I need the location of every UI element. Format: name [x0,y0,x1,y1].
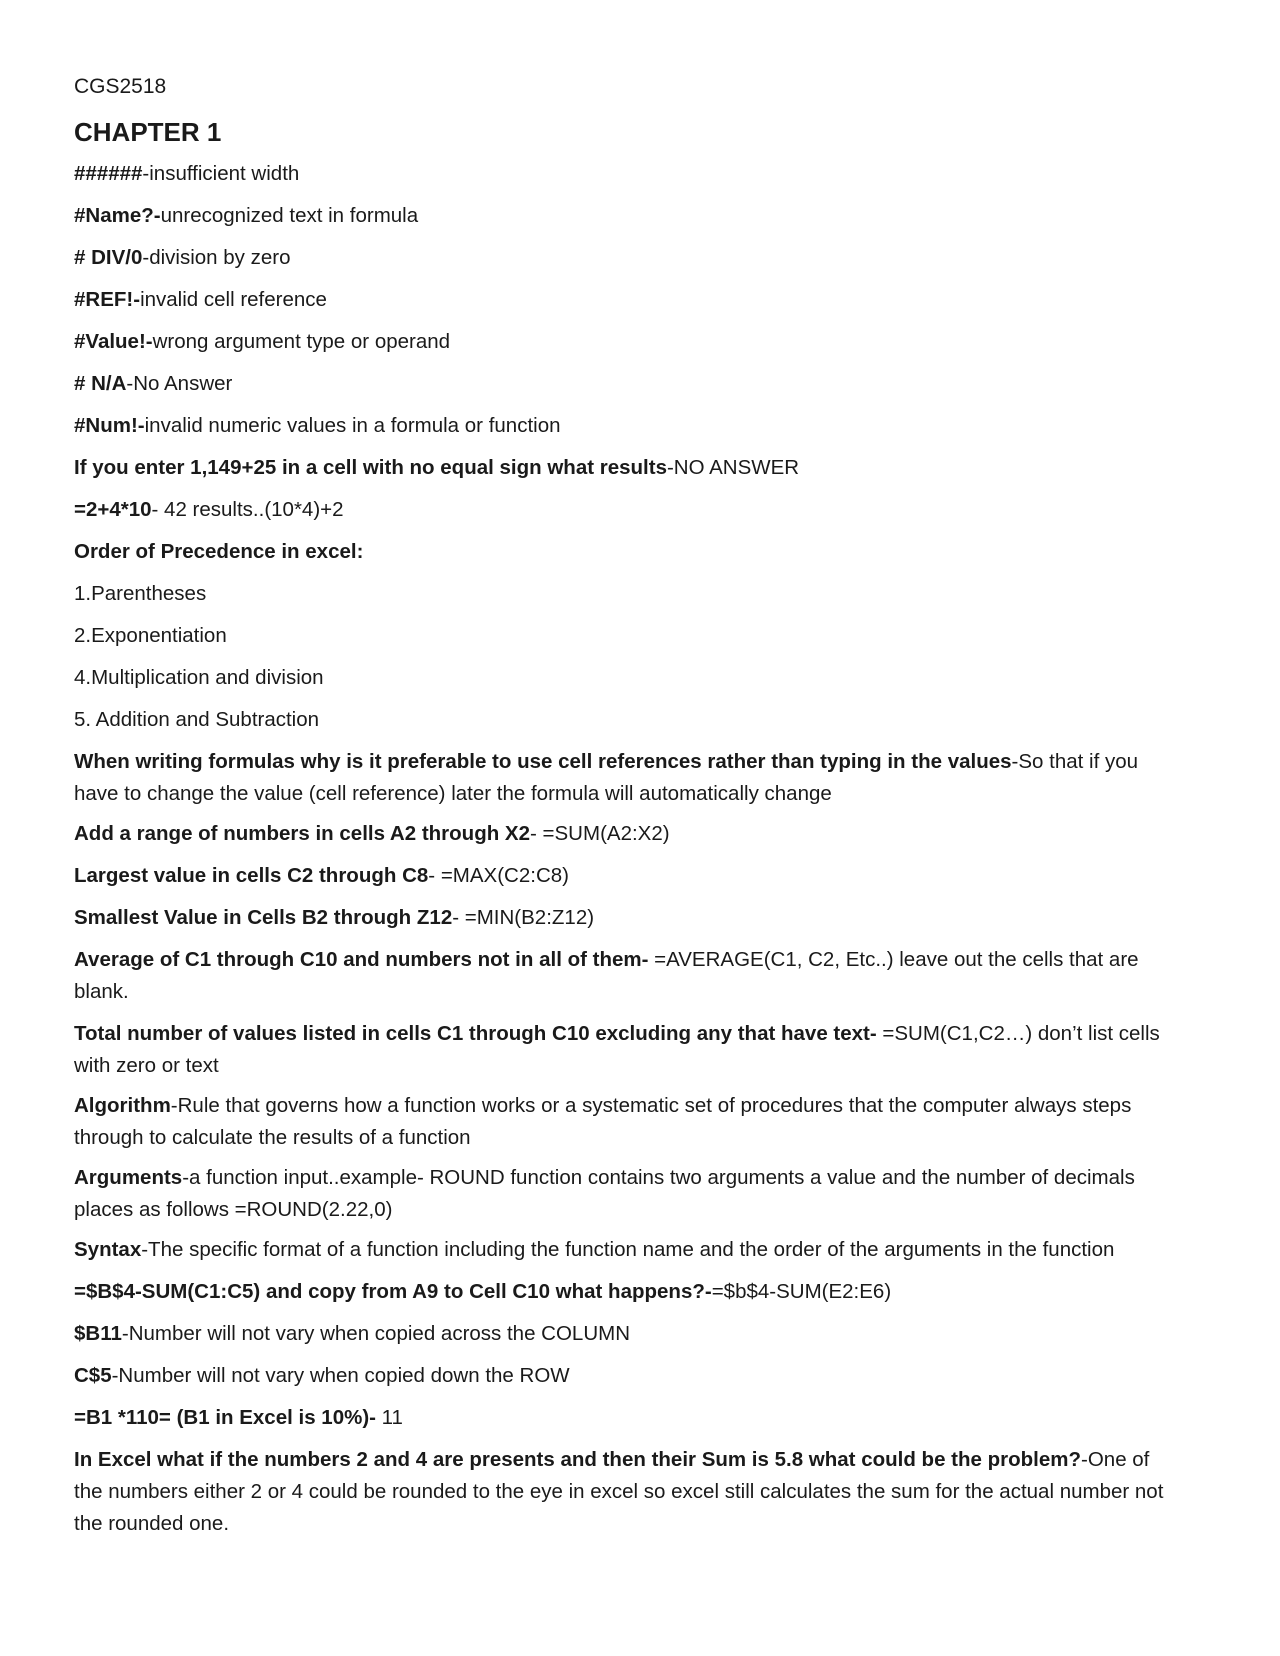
note-term: ###### [74,162,143,185]
note-line [74,326,1170,358]
list-item [74,704,1170,736]
note-term: C$5 [74,1364,112,1387]
note-term: =2+4*10 [74,498,152,521]
note-term: When writing formulas why is it preferable to use cell references rather than typing in the values [74,750,1012,773]
note-term: # N/A [74,372,127,395]
note-text: =AVERAGE(C1, C2, Etc..) leave out the cells that are blank. [74,948,1139,1003]
note-text: -division by zero [142,246,291,269]
note-text: -insufficient width [142,162,300,185]
note-text: 2.Exponentiation [74,624,227,647]
note-term: Smallest Value in Cells B2 through Z12 [74,906,453,929]
note-term: Order of Precedence in excel: [74,540,364,563]
note-text: 4.Multiplication and division [74,666,324,689]
note-text: 5. Addition and Subtraction [74,708,320,731]
note-text: -The specific format of a function including the function name and the order of the arguments in the function [141,1238,1115,1261]
note-text: 1.Parentheses [74,582,207,605]
list-item [74,620,1170,652]
note-line [74,1360,1170,1392]
note-line [74,200,1170,232]
note-term: If you enter 1,149+25 in a cell with no equal sign what results [74,456,667,479]
note-text: invalid cell reference [140,288,327,311]
note-line [74,158,1170,190]
note-text: -NO ANSWER [666,456,800,479]
note-text: =$b$4-SUM(E2:E6) [711,1280,892,1303]
note-line [74,1018,1170,1082]
note-line [74,944,1170,1008]
note-line [74,818,1170,850]
note-line [74,1276,1170,1308]
note-term: #REF!- [74,288,141,311]
note-line [74,284,1170,316]
note-term: Largest value in cells C2 through C8 [74,864,429,887]
note-text: -Number will not vary when copied across the COLUMN [121,1322,631,1345]
note-line [74,242,1170,274]
note-line [74,746,1170,810]
note-line [74,1402,1170,1434]
note-line [74,1318,1170,1350]
list-item [74,578,1170,610]
note-line [74,902,1170,934]
note-line [74,494,1170,526]
note-line [74,452,1170,484]
note-term: In Excel what if the numbers 2 and 4 are presents and then their Sum is 5.8 what could be the problem? [74,1448,1082,1471]
note-text: unrecognized text in formula [160,204,419,227]
note-line [74,1090,1170,1154]
list-item [74,662,1170,694]
note-line [74,1444,1170,1540]
section-heading [74,536,1170,568]
note-text: -Rule that governs how a function works or a systematic set of procedures that the computer always steps through to calculate the results of a function [74,1094,1132,1149]
note-term: #Value!- [74,330,153,353]
note-line [74,410,1170,442]
note-text: -No Answer [126,372,233,395]
note-text: =SUM(C1,C2…) don’t list cells with zero or text [74,1022,1160,1077]
note-term: Arguments [74,1166,183,1189]
note-text: 11 [375,1406,403,1429]
note-text: wrong argument type or operand [152,330,451,353]
note-text: -So that if you have to change the value (cell reference) later the formula will automatically change [74,750,1139,805]
note-term: Algorithm [74,1094,171,1117]
note-term: #Num!- [74,414,145,437]
note-text: - 42 results..(10*4)+2 [151,498,344,521]
note-text: - =MIN(B2:Z12) [452,906,595,929]
note-term: Add a range of numbers in cells A2 through X2 [74,822,531,845]
chapter-heading: CHAPTER 1 [74,117,222,147]
note-text: - =MAX(C2:C8) [428,864,569,887]
note-line [74,1234,1170,1266]
note-term: # DIV/0 [74,246,143,269]
note-text: - =SUM(A2:X2) [530,822,670,845]
note-term: Total number of values listed in cells C1 through C10 excluding any that have text- [74,1022,877,1045]
note-text: -One of the numbers either 2 or 4 could be rounded to the eye in excel so excel still calculates the sum for the actual number not the rounded one. [74,1448,1164,1535]
note-term: Syntax [74,1238,142,1261]
note-term: =$B$4-SUM(C1:C5) and copy from A9 to Cell C10 what happens?- [74,1280,712,1303]
note-text: -a function input..example- ROUND function contains two arguments a value and the number of decimals places as follows =ROUND(2.22,0) [74,1166,1135,1221]
note-term: =B1 *110= (B1 in Excel is 10%)- [74,1406,376,1429]
note-term: Average of C1 through C10 and numbers not in all of them- [74,948,649,971]
note-line [74,368,1170,400]
note-term: $B11 [74,1322,122,1345]
note-term: #Name?- [74,204,161,227]
note-line [74,1162,1170,1226]
note-line [74,860,1170,892]
note-text: -Number will not vary when copied down the ROW [111,1364,570,1387]
note-text: invalid numeric values in a formula or function [144,414,561,437]
course-code: CGS2518 [74,75,167,98]
